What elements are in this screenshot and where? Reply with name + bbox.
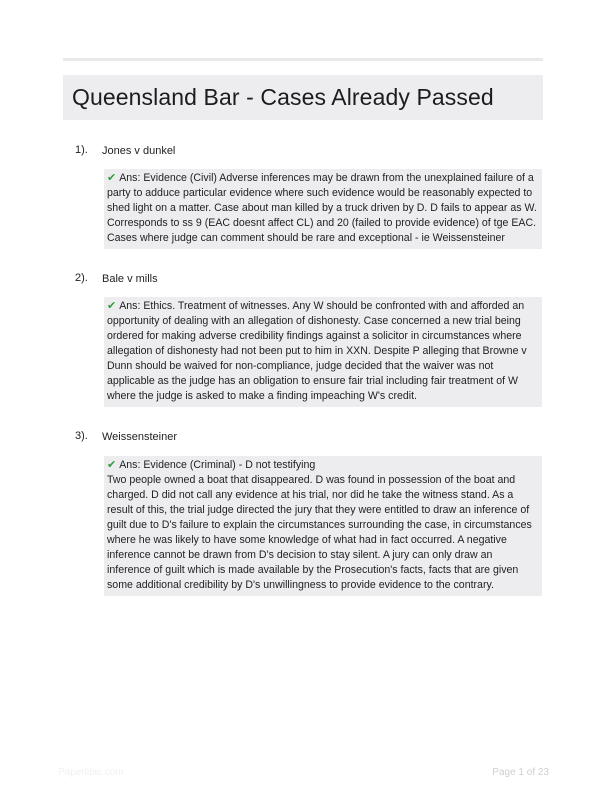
check-icon: ✔	[107, 300, 117, 312]
question-number: 3).	[75, 430, 88, 442]
check-icon: ✔	[107, 459, 117, 471]
question-number: 1).	[75, 144, 88, 156]
answer-text: Two people owned a boat that disappeared. D was found in possession of the boat and charged. D did not call any evidence at his trial, nor did he take the witness stand. As a result of this, the trial judge directed the jury that they were entitled to draw an inference of guilt due to D's failure to explain the circumstances surrounding the case, in circumstances where he was likely to have some knowledge of what had in fact occurred. A negative inference cannot be drawn from D's decision to stay silent. A jury can only draw an inference of guilt which is made available by the Prosecution's facts, facts that are given some additional credibility by D's unwillingness to provide evidence to the contrary.	[107, 474, 532, 591]
question-text: Bale v mills	[102, 273, 158, 285]
question-number: 2).	[75, 272, 88, 284]
answer-text: Ans: Ethics. Treatment of witnesses. Any W should be confronted with and afforded an opportunity of dealing with an allegation of dishonesty. Case concerned a new trial being ordered for making adverse credibility findings against a solicitor in circumstances where allegation of dishonesty had not been put to him in XXN. Despite P alleging that Browne v Dunn should be waived for non-compliance, judge decided that the waiver was not applicable as the judge has an obligation to ensure fair trial including fair treatment of W where the judge is asked to make a finding impeaching W's credit.	[107, 300, 527, 402]
page-title: Queensland Bar - Cases Already Passed	[72, 84, 494, 110]
question-text: Weissensteiner	[102, 431, 177, 443]
answer-heading-row	[107, 458, 538, 473]
question-text: Jones v dunkel	[102, 145, 176, 157]
answer-box-1	[104, 169, 542, 249]
top-divider	[63, 58, 543, 61]
footer-watermark: Paperlibic.com	[58, 767, 124, 778]
check-icon: ✔	[107, 172, 117, 184]
answer-box-3	[104, 456, 542, 596]
answer-text: Ans: Evidence (Civil) Adverse inferences may be drawn from the unexplained failure of a party to adduce particular evidence where such evidence would be reasonably expected to shed light on a matter. Case about man killed by a truck driven by D. D fails to appear as W. Corresponds to ss 9 (EAC doesnt affect CL) and 20 (failed to provide evidence) of tge EAC. Cases where judge can comment should be rare and exceptional - ie Weissensteiner	[107, 172, 537, 244]
answer-heading: Ans: Evidence (Criminal) - D not testifying	[119, 459, 316, 471]
page-indicator: Page 1 of 23	[492, 767, 549, 778]
answer-box-2	[104, 297, 542, 407]
title-banner	[63, 75, 543, 120]
